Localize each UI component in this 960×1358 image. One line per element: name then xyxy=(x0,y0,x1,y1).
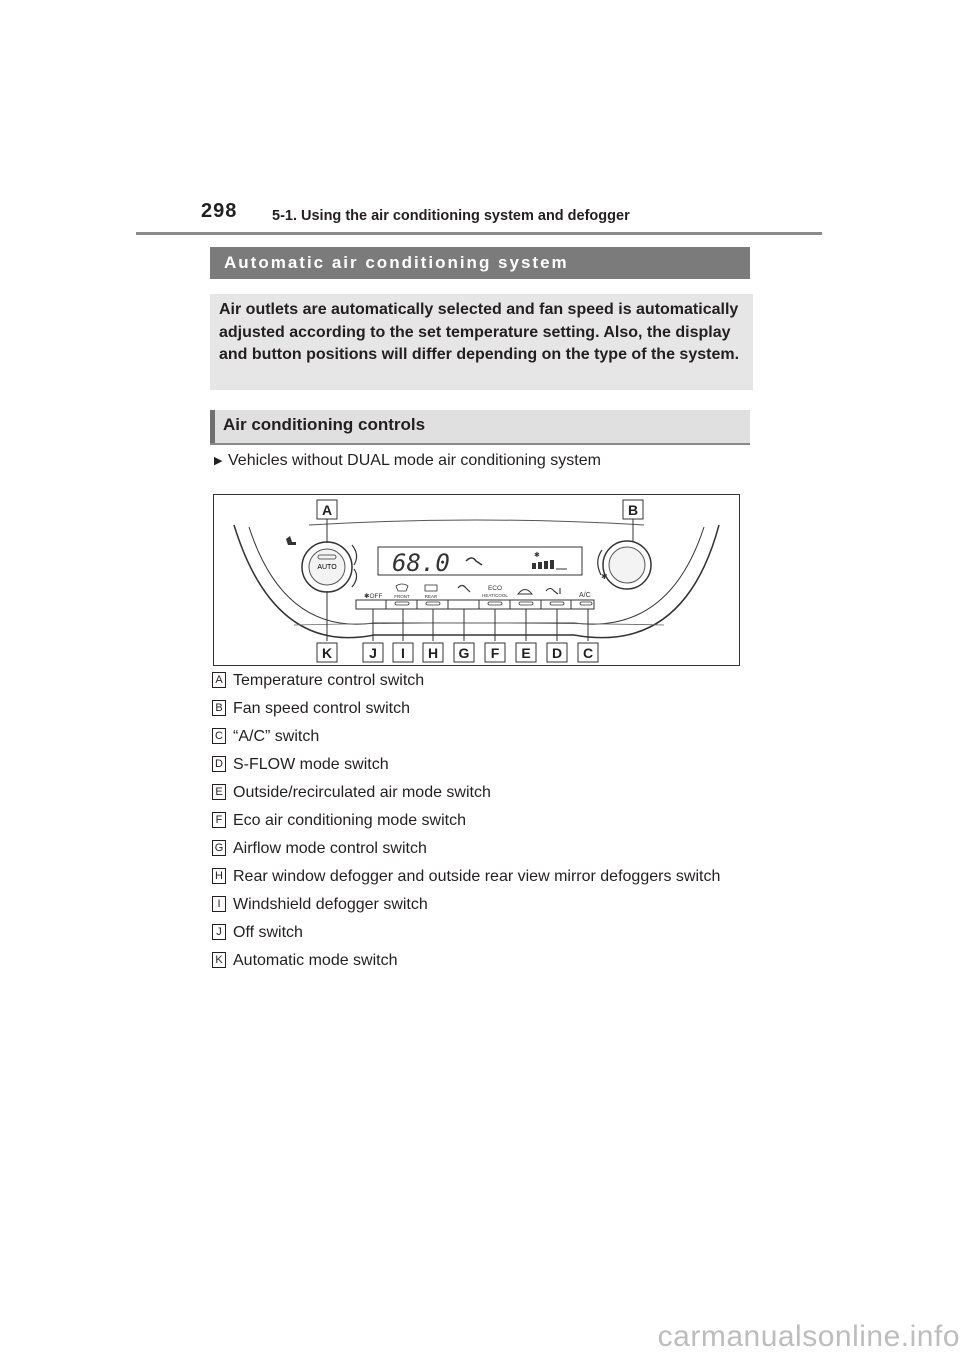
legend-key: C xyxy=(212,728,226,744)
condition-text: Vehicles without DUAL mode air conditioning system xyxy=(228,452,601,469)
legend-item xyxy=(212,867,752,886)
heat-cool-label: HEAT/COOL xyxy=(482,593,508,598)
legend-item xyxy=(212,839,752,858)
eco-label: ECO xyxy=(487,585,503,592)
left-bracket-lower xyxy=(352,569,357,587)
legend-key: F xyxy=(212,812,226,828)
left-bracket xyxy=(352,545,357,565)
front-label: FRONT xyxy=(394,594,410,599)
legend-item xyxy=(212,727,752,746)
legend-key: A xyxy=(212,672,226,688)
page-number: 298 xyxy=(201,200,238,222)
triangle-arrow-icon: ▶ xyxy=(214,455,223,467)
auto-label: AUTO xyxy=(317,564,337,571)
legend-label: Automatic mode switch xyxy=(233,952,398,969)
legend-item xyxy=(212,783,752,802)
legend-label: Outside/recirculated air mode switch xyxy=(233,784,491,801)
section-title: 5-1. Using the air conditioning system and defogger xyxy=(272,208,630,224)
off-label: ✱OFF xyxy=(364,593,383,600)
legend-item xyxy=(212,755,752,774)
legend-item xyxy=(212,923,752,942)
callout-d: D xyxy=(551,645,563,661)
ac-label: A/C xyxy=(579,592,591,599)
callout-f: F xyxy=(490,645,500,661)
legend-item xyxy=(212,951,752,970)
legend-key: I xyxy=(212,896,226,912)
legend-key: H xyxy=(212,868,226,884)
legend-label: Windshield defogger switch xyxy=(233,896,428,913)
control-panel-diagram xyxy=(213,494,740,666)
panel-top-edge xyxy=(309,520,644,525)
fan-speed-dial[interactable] xyxy=(603,541,651,589)
condition-note xyxy=(214,452,601,470)
legend-item xyxy=(212,671,752,690)
header-rule xyxy=(136,232,822,235)
legend-label: Fan speed control switch xyxy=(233,700,410,717)
legend-label: Eco air conditioning mode switch xyxy=(233,812,467,829)
legend-item xyxy=(212,895,752,914)
legend-key: G xyxy=(212,840,226,856)
legend-item xyxy=(212,811,752,830)
legend-key: J xyxy=(212,924,226,940)
sub-heading: Air conditioning controls xyxy=(210,410,750,444)
legend-label: “A/C” switch xyxy=(233,728,320,745)
legend-key: D xyxy=(212,756,226,772)
legend-label: Temperature control switch xyxy=(233,672,425,689)
intro-text: Air outlets are automatically selected and fan speed is automatically adjusted according to the set temperature setting. Also, the display and button positions will differ depending on the type of the system. xyxy=(210,294,753,390)
display-fan-icon: ✱ xyxy=(534,552,540,559)
button-row[interactable] xyxy=(356,600,594,609)
callout-e: E xyxy=(521,645,531,661)
legend-key: E xyxy=(212,784,226,800)
display-temperature: 68.0 xyxy=(392,549,450,577)
legend-label: Rear window defogger and outside rear view mirror defoggers switch xyxy=(233,868,721,885)
seat-icon xyxy=(286,536,296,545)
fan-small-icon: ✱ xyxy=(601,572,608,581)
legend-item xyxy=(212,699,752,718)
callout-j: J xyxy=(369,645,377,661)
legend-label: Off switch xyxy=(233,924,303,941)
airflow-mode-icon xyxy=(458,586,470,593)
recirculation-icon xyxy=(518,590,532,595)
front-defog-icon xyxy=(396,584,408,591)
callout-a: A xyxy=(321,502,333,518)
temperature-dial[interactable] xyxy=(302,542,352,592)
display-fan-bar xyxy=(532,563,536,569)
legend-list xyxy=(212,671,752,979)
callout-i: I xyxy=(401,645,405,661)
legend-key: B xyxy=(212,700,226,716)
callout-h: H xyxy=(427,645,439,661)
legend-label: Airflow mode control switch xyxy=(233,840,427,857)
callout-k: K xyxy=(321,645,333,661)
callout-g: G xyxy=(458,645,470,661)
rear-label: REAR xyxy=(424,594,438,599)
callout-b: B xyxy=(627,502,639,518)
watermark: carmanualsonline.info xyxy=(657,1320,960,1353)
legend-label: S-FLOW mode switch xyxy=(233,756,389,773)
callout-c: C xyxy=(582,645,594,661)
legend-key: K xyxy=(212,952,226,968)
sub-heading-rule xyxy=(210,443,750,445)
rear-defog-icon xyxy=(425,585,437,591)
s-flow-icon xyxy=(546,588,560,594)
main-heading: Automatic air conditioning system xyxy=(210,247,750,279)
